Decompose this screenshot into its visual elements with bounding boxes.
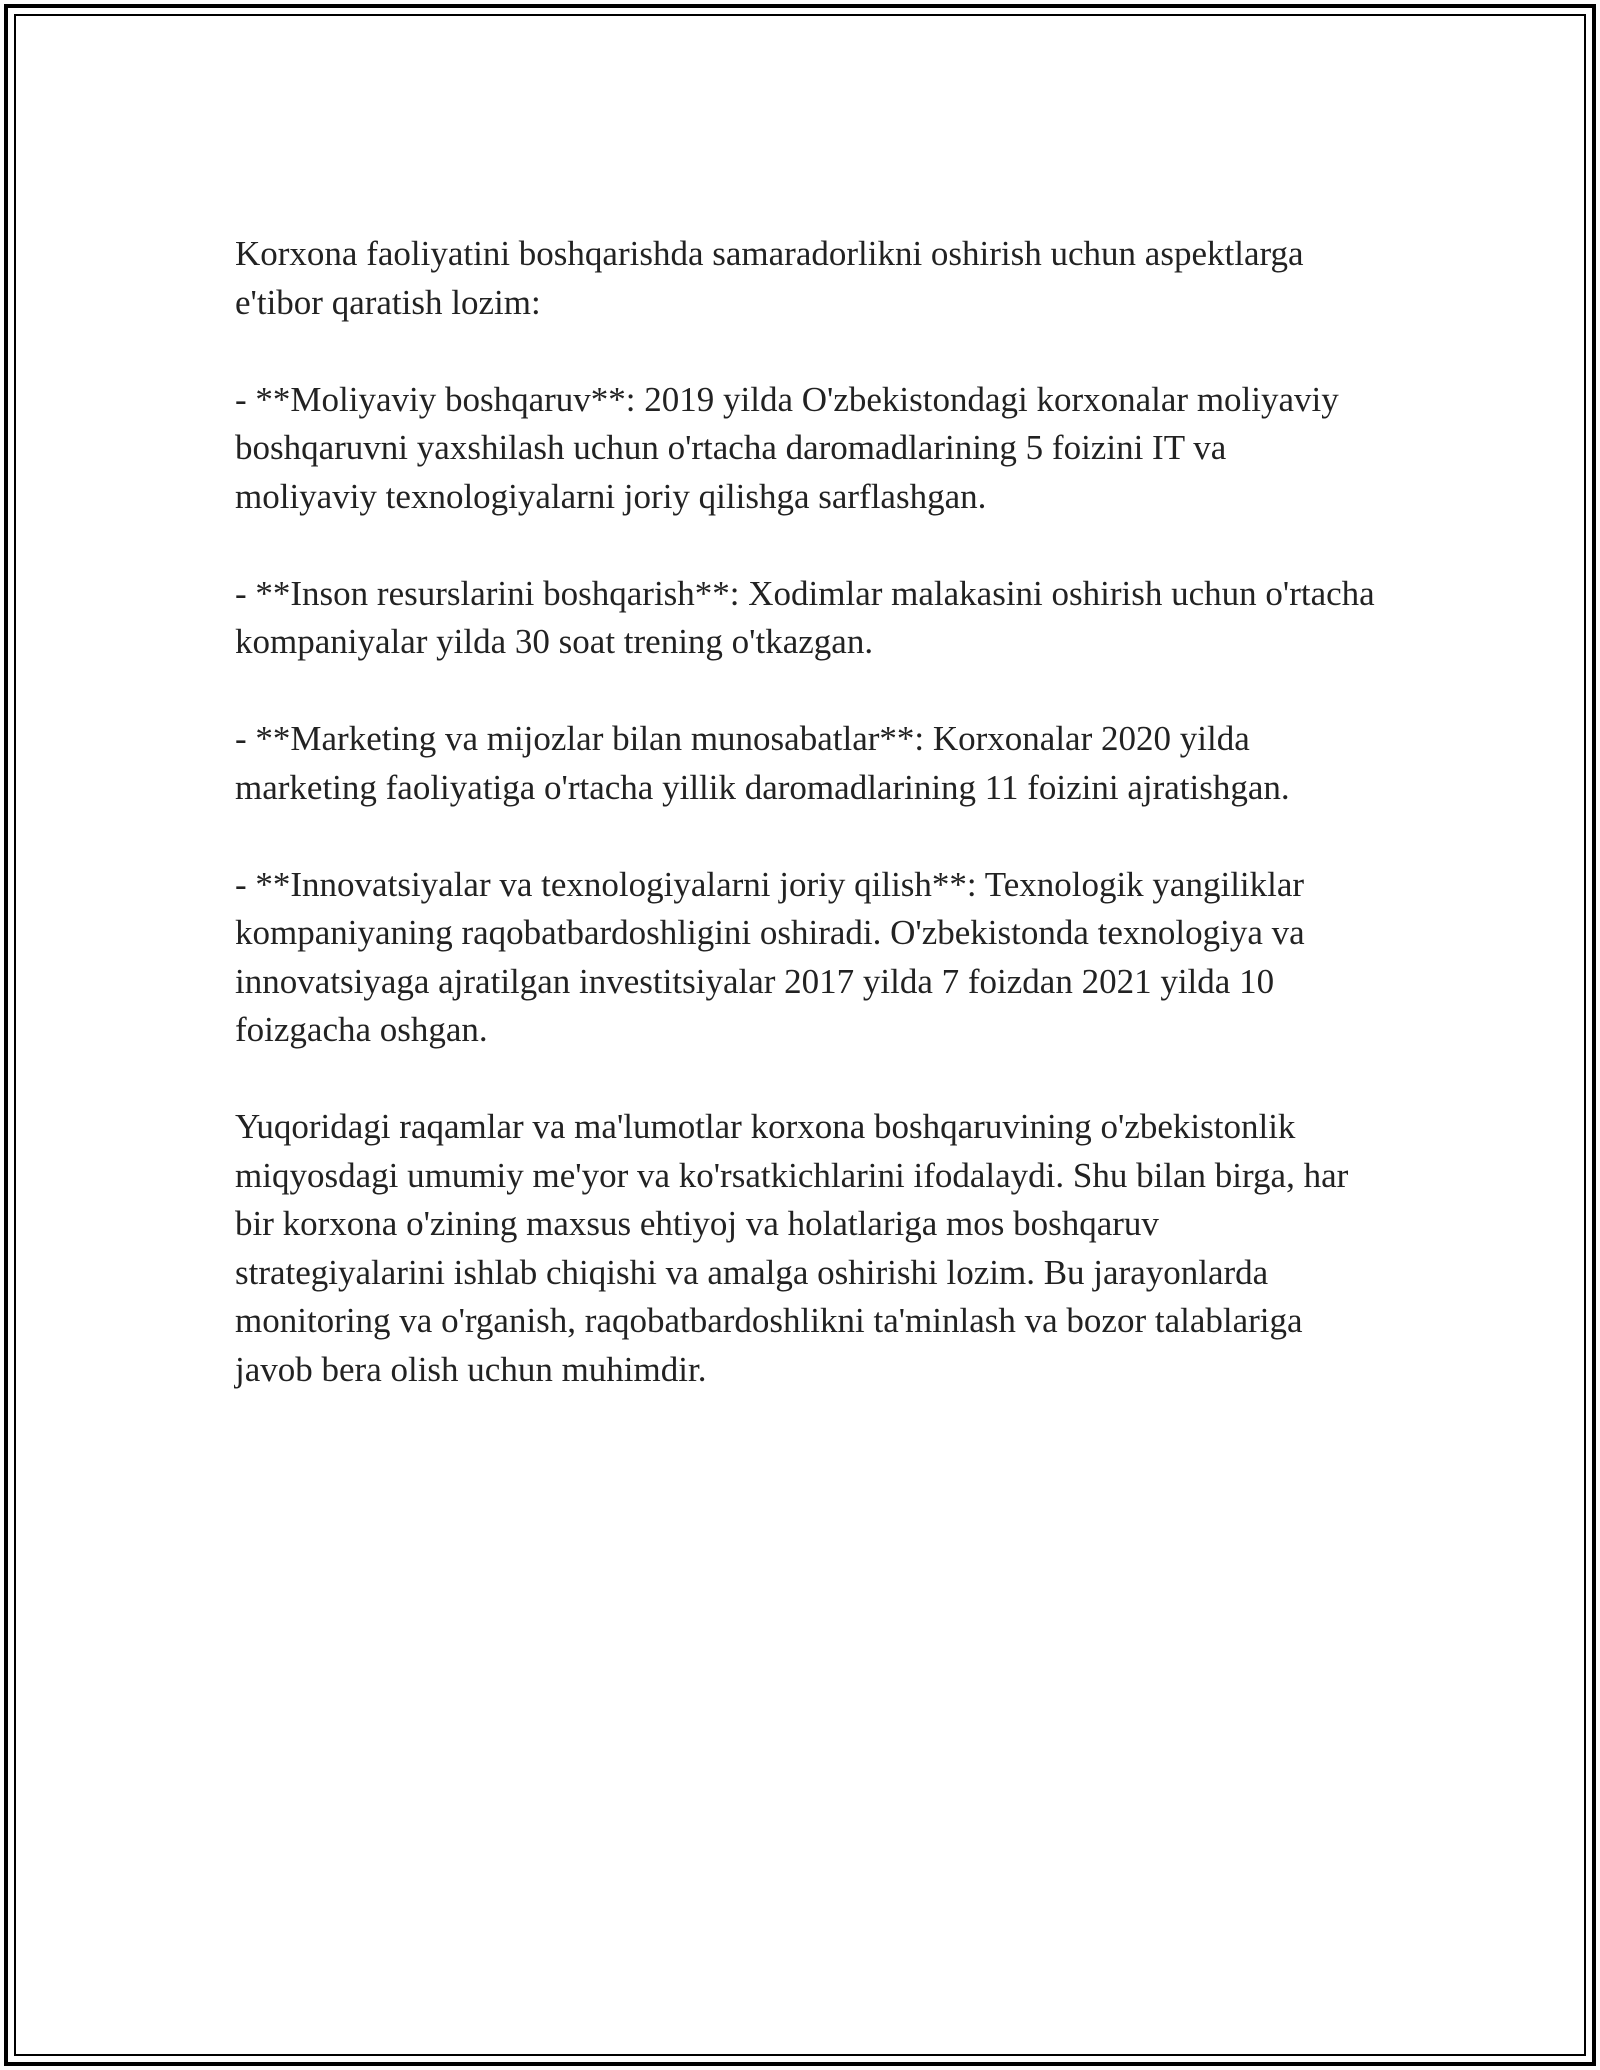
document-body	[235, 230, 1375, 1443]
conclusion-paragraph: Yuqoridagi raqamlar va ma'lumotlar korxona boshqaruvining o'zbekistonlik miqyosdagi umumiy me'yor va ko'rsatkichlarini ifodalaydi. Shu bilan birga, har bir korxona o'zining maxsus ehtiyoj va holatlariga mos boshqaruv strategiyalarini ishlab chiqishi va amalga oshirishi lozim. Bu jarayonlarda monitoring va o'rganish, raqobatbardoshlikni ta'minlash va bozor talablariga javob bera olish uchun muhimdir.	[235, 1107, 1349, 1389]
list-item-financial-management: - **Moliyaviy boshqaruv**: 2019 yilda O'zbekistondagi korxonalar moliyaviy boshqaruvni yaxshilash uchun o'rtacha daromadlarining 5 foizini IT va moliyaviy texnologiyalarni joriy qilishga sarflashgan.	[235, 379, 1339, 516]
list-item-innovation: - **Innovatsiyalar va texnologiyalarni joriy qilish**: Texnologik yangiliklar kompaniyaning raqobatbardoshligini oshiradi. O'zbekistonda texnologiya va innovatsiyaga ajratilgan investitsiyalar 2017 yilda 7 foizdan 2021 yilda 10 foizgacha oshgan.	[235, 864, 1305, 1049]
intro-paragraph: Korxona faoliyatini boshqarishda samaradorlikni oshirish uchun aspektlarga e'tibor qaratish lozim:	[235, 234, 1304, 322]
list-item-human-resources: - **Inson resurslarini boshqarish**: Xodimlar malakasini oshirish uchun o'rtacha kompaniyalar yilda 30 soat trening o'tkazgan.	[235, 573, 1375, 661]
list-item-marketing: - **Marketing va mijozlar bilan munosabatlar**: Korxonalar 2020 yilda marketing faoliyatiga o'rtacha yillik daromadlarining 11 foizini ajratishgan.	[235, 719, 1290, 807]
